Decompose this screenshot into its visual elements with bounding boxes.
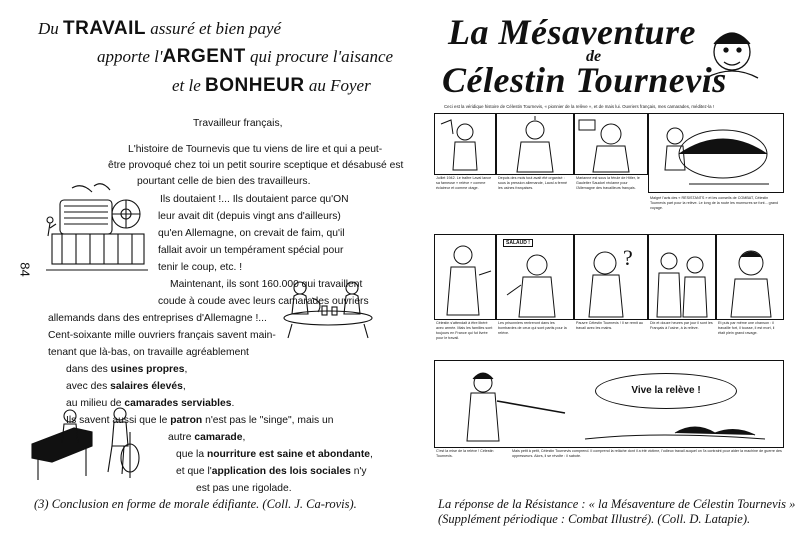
comic-panel-vive-la-releve: [434, 360, 784, 448]
text-line: avec des salaires élevés,: [66, 381, 186, 392]
panel-caption: Et puis par même une chanson : il travaille fort, il tousse, il est mort, il était plein grand ravage.: [718, 321, 775, 335]
headline-line-1: [38, 18, 281, 40]
panel-caption: C'est la mise de la relève ! Célestin Tournevis.: [436, 449, 494, 458]
text-line: tenir le coup, etc. !: [158, 262, 243, 273]
text-emphasis: patron: [170, 415, 203, 426]
text-fragment: dans des: [66, 364, 108, 375]
comic-panel: [496, 113, 574, 175]
title-caricature-icon: [696, 18, 768, 90]
comic-panel: [434, 113, 496, 175]
panel-caption: Depuis des mois tout avait été organisé : sous la pression allemande, Laval a fermé les usines françaises.: [498, 176, 568, 190]
comic-panel: [648, 234, 716, 320]
comic-panel: [648, 113, 784, 193]
right-caption: La réponse de la Résistance : « la Mésaventure de Célestin Tournevis » (Supplément périodique : Combat Illustré). (Coll. D. Latapie).: [438, 497, 796, 526]
text-line: au milieu de camarades serviables.: [66, 398, 235, 409]
text-line: est pas une rigolade.: [196, 483, 292, 494]
panel-drawing: [497, 114, 573, 174]
comic-panel: [574, 234, 648, 320]
headline-line-3-prefix: et le: [172, 76, 201, 95]
text-line: leur avait dit (depuis vingt ans d'ailleurs): [158, 211, 341, 222]
comic-title-line-2: Célestin Tournevis: [442, 60, 727, 100]
text-fragment: n'est pas le "singe", mais un: [205, 415, 334, 426]
text-line: [176, 464, 367, 481]
text-fragment: que la: [176, 449, 205, 460]
text-line: être provoqué chez toi un petit sourire sceptique et désabusé est: [108, 160, 404, 171]
text-emphasis: usines propres: [110, 364, 185, 375]
headline-word-bonheur: BONHEUR: [205, 75, 305, 96]
headline-word-travail: TRAVAIL: [63, 18, 147, 39]
panel-drawing: [435, 361, 783, 447]
comic-intro: Ceci est la véridique histoire de Célestin Tournevis, « pionnier de la relève », et de mais lui. Ouvriers français, mes camarades, méditez-la !: [444, 104, 715, 109]
headline-word-argent: ARGENT: [162, 46, 246, 67]
panel-drawing: [575, 235, 647, 319]
text-line: pourtant celle de bien des travailleurs.: [137, 176, 311, 187]
panel-drawing: [435, 114, 495, 174]
text-emphasis: nourriture est saine et abondante: [206, 449, 371, 460]
text-line: que la nourriture est saine et abondante,: [176, 449, 373, 460]
headline-line-2-suffix: qui procure l'aisance: [249, 47, 394, 66]
panel-drawing: [649, 114, 783, 192]
greeting: Travailleur français,: [193, 118, 283, 129]
headline-line-2-prefix: apporte l': [97, 47, 163, 66]
panel-drawing: [575, 114, 647, 174]
text-emphasis: application des lois sociales: [211, 466, 351, 477]
comic-title-line-1: La Mésaventure: [448, 12, 696, 52]
headline-line-1-suffix: assuré et bien payé: [150, 19, 282, 38]
text-fragment: au milieu de: [66, 398, 122, 409]
panel-caption: Malgré l'avis des « RÉSISTANTS » et les conseils de COMBAT, Célestin Tournevis part pour la relève. Le long de la route les murmures se font... grand voyage.: [650, 196, 779, 210]
headline-line-1-prefix: Du: [38, 19, 59, 38]
text-fragment: avec des: [66, 381, 108, 392]
vive-la-releve-balloon: Vive la relève !: [595, 373, 737, 409]
comic-panel: [434, 234, 496, 320]
text-emphasis: camarade: [194, 432, 243, 443]
comic-panel: [496, 234, 574, 320]
text-fragment: Ils savent aussi que le: [66, 415, 168, 426]
salaud-sign: SALAUD !: [503, 239, 533, 247]
panel-caption: Les prisonniers rentreront dans les bombardes de ceux qui sont partis pour la relève.: [498, 321, 567, 335]
text-line: L'histoire de Tournevis que tu viens de lire et qui a peut-: [128, 144, 383, 155]
text-line: allemands dans des entreprises d'Allemagne !...: [48, 313, 267, 324]
text-fragment: autre: [168, 432, 192, 443]
factory-machine-illustration: [42, 180, 152, 272]
text-line: Ils doutaient !... Ils doutaient parce qu'ON: [160, 194, 349, 205]
headline-line-3-suffix: au Foyer: [308, 76, 371, 95]
text-fragment: et que l': [176, 466, 212, 477]
text-line: fallait avoir un tempérament spécial pour: [158, 245, 344, 256]
left-caption: (3) Conclusion en forme de morale édifiante. (Coll. J. Ca-rovis).: [34, 497, 357, 511]
page-number: 84: [17, 262, 33, 277]
right-page: [410, 0, 800, 555]
panel-drawing: [649, 235, 715, 319]
panel-caption: Marianne est sous la férule de Hitler, le Gauleiter Sauckel réclame pour l'Allemagne des travailleurs français.: [576, 176, 640, 190]
text-line: tenant que là-bas, on travaille agréablement: [48, 347, 249, 358]
panel-drawing: [497, 235, 573, 319]
text-line: Cent-soixante mille ouvriers français savent main-: [48, 330, 276, 341]
panel-caption: Juillet 1942. Le traître Laval lance sa fameuse « relève » comme éclaireur et comme otage.: [436, 176, 492, 190]
text-emphasis: salaires élevés: [110, 381, 183, 392]
headline-line-2: [97, 46, 393, 68]
workers-table-illustration: [272, 276, 384, 342]
text-fragment: n'y: [353, 466, 367, 477]
comic-panel: [574, 113, 648, 175]
svg-text:?: ?: [623, 245, 633, 270]
comic-title-de: de: [586, 48, 602, 65]
text-line: autre camarade,: [168, 432, 246, 443]
text-line: dans des usines propres,: [66, 364, 188, 375]
piano-cello-illustration: [28, 402, 146, 484]
panel-caption: Pauvre Célestin Tournevis ! Il se remit au travail avec les mains.: [576, 321, 643, 330]
panel-drawing: [717, 235, 783, 319]
text-line: coude à coude avec leurs camarades ouvriers: [158, 296, 369, 307]
panel-caption: Célestin s'attendait à être libéré avec armée. Mais les familles sont toujours en France qui fut livrée pour le travail.: [436, 321, 493, 340]
headline-line-3: [172, 75, 371, 97]
text-line: Maintenant, ils sont 160.000 qui travaillent: [170, 279, 363, 290]
panel-caption: Mais petit à petit, Célestin Tournevis comprend. Il comprend la relâche dont il a été victime, l'odieux travail auquel on l'a contraint pour aider la machine de guerre des oppresseurs. Alors, il se révolte : il sabote.: [512, 449, 782, 458]
panel-caption: Dix et douze heures par jour il sont les Français à l'usine, à la relève.: [650, 321, 713, 330]
text-emphasis: camarades serviables: [124, 398, 232, 409]
panel-drawing: [435, 235, 495, 319]
text-line: qu'en Allemagne, on crevait de faim, qu'il: [158, 228, 345, 239]
comic-panel: [716, 234, 784, 320]
